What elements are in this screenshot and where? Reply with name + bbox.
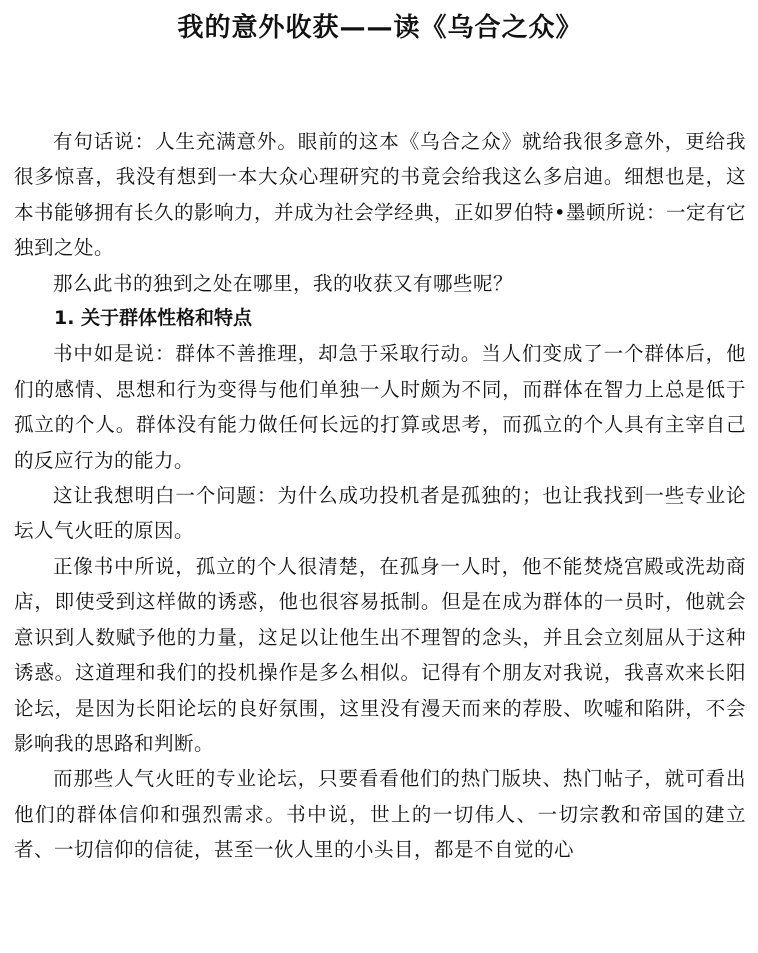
paragraph-intro: 有句话说：人生充满意外。眼前的这本《乌合之众》就给我很多意外，更给我很多惊喜，我没有想到一本大众心理研究的书竟会给我这么多启迪。细想也是，这本书能够拥有长久的影响力，并成为社会学经典，正如罗伯特•墨顿所说：一定有它独到之处。 bbox=[14, 130, 747, 260]
paragraph-isolated-individual: 正像书中所说，孤立的个人很清楚，在孤身一人时，他不能焚烧宫殿或洗劫商店，即使受到这样做的诱惑，他也很容易抵制。但是在成为群体的一员时，他就会意识到人数赋予他的力量，这足以让他生出不理智的念头，并且会立刻屈从于这种诱惑。这道理和我们的投机操作是多么相似。记得有个朋友对我说，我喜欢来长阳论坛，是因为长阳论坛的良好氛围，这里没有漫天而来的荐股、吹嘘和陷阱，不会影响我的思路和判断。 bbox=[14, 554, 746, 755]
section-heading: 1. 关于群体性格和特点 bbox=[54, 307, 253, 330]
paragraph-question: 那么此书的独到之处在哪里，我的收获又有哪些呢？ bbox=[53, 271, 514, 295]
paragraph-group-traits: 书中如是说：群体不善推理，却急于采取行动。当人们变成了一个群体后，他们的感情、思想和行为变得与他们单独一人时颇为不同，而群体在智力上总是低于孤立的个人。群体没有能力做任何长远的打算或思考，而孤立的个人具有主宰自己的反应行为的能力。 bbox=[14, 342, 746, 472]
paragraph-forums: 而那些人气火旺的专业论坛，只要看看他们的热门版块、热门帖子，就可看出他们的群体信仰和强烈需求。书中说，世上的一切伟人、一切宗教和帝国的建立者、一切信仰的信徒，甚至一伙人里的小头目，都是不自觉的心 bbox=[14, 767, 746, 862]
paragraph-speculator: 这让我想明白一个问题：为什么成功投机者是孤独的；也让我找到一些专业论坛人气火旺的原因。 bbox=[14, 484, 746, 543]
page-title: 我的意外收获——读《乌合之众》 bbox=[177, 13, 583, 43]
document-body bbox=[14, 124, 746, 868]
